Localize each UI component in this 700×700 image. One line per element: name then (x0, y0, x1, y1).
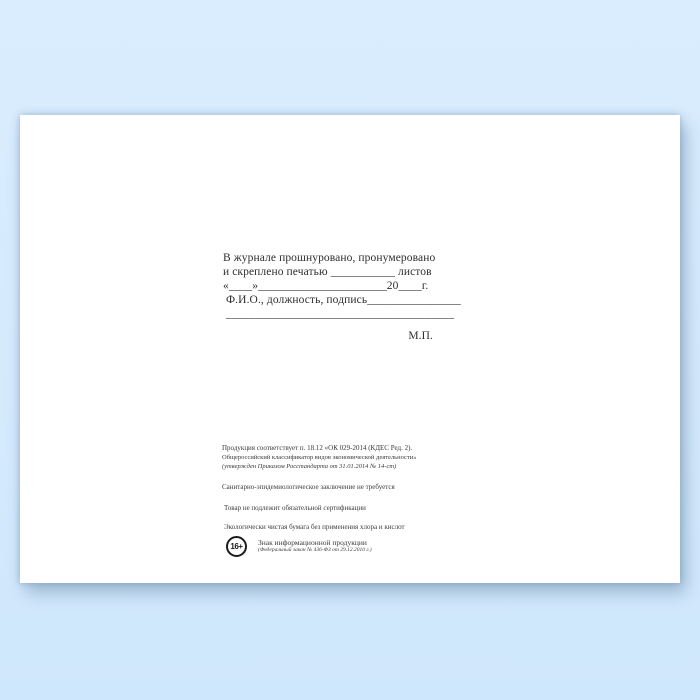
note-sanitary: Санитарно-эпидемиологическое заключение не требуется (222, 483, 395, 491)
conformity-line-2: Общероссийский классификатор видов экономической деятельности» (222, 454, 417, 461)
conformity-line-1: Продукция соответствует п. 18.12 «ОК 029-2014 (КДЕС Ред. 2). (222, 444, 413, 452)
product-conformity-block (222, 444, 482, 471)
note-eco-paper: Экологически чистая бумага без применения хлора и кислот (224, 523, 405, 531)
stitch-line-2: и скреплено печатью ___________ листов (223, 266, 432, 278)
stitch-line-4-signature: Ф.И.О., должность, подпись________________ (226, 294, 461, 306)
information-product-title: Знак информационной продукции (258, 538, 367, 547)
stitching-certification-block (223, 251, 461, 343)
journal-back-cover-page (20, 115, 680, 583)
seal-placeholder: М.П. (408, 330, 433, 342)
information-product-mark (226, 536, 372, 557)
stitch-line-1: В журнале прошнуровано, пронумеровано (223, 252, 436, 264)
age-rating-16plus-icon: 16+ (226, 536, 247, 557)
note-certification: Товар не подлежит обязательной сертификации (224, 504, 366, 512)
information-product-text (258, 538, 372, 554)
information-product-law-reference: (Федеральный закон № 436-ФЗ от 29.12.2010 г.) (258, 547, 372, 553)
conformity-line-3: (утвержден Приказом Росстандарта от 31.01.2014 № 14-ст) (222, 463, 397, 470)
stitch-line-5-blank: _______________________________________ (226, 308, 455, 320)
stitch-line-3-date: «____»______________________20____г. (223, 280, 429, 292)
